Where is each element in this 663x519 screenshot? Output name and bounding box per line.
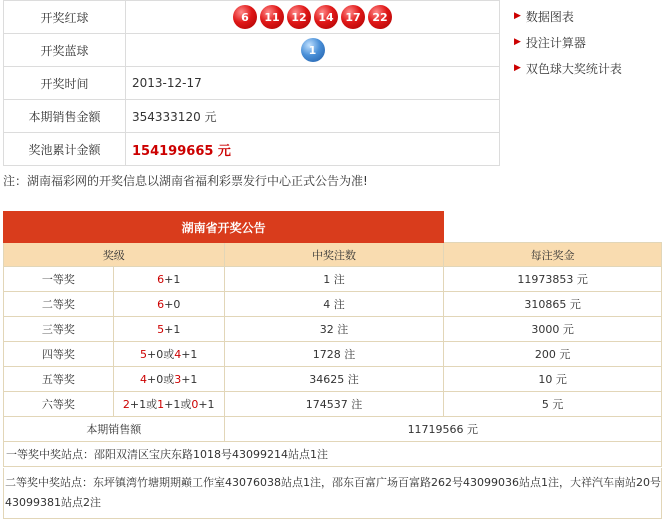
blue-balls	[126, 38, 499, 62]
condition-part: 2	[122, 398, 130, 411]
prize-level: 三等奖	[4, 317, 114, 342]
prize-row	[4, 367, 662, 392]
condition-part: +1	[181, 373, 198, 386]
win-count: 34625 注	[224, 367, 444, 392]
red-ball: 17	[341, 5, 365, 29]
red-ball: 22	[368, 5, 392, 29]
draw-info-table	[3, 0, 500, 166]
jackpot-value: 154199665 元	[132, 143, 231, 159]
link-label: 双色球大奖统计表	[525, 61, 622, 76]
blue-ball: 1	[301, 38, 325, 62]
prize-row	[4, 392, 662, 417]
prize-level: 六等奖	[4, 392, 114, 417]
draw-date-value: 2013-12-17	[126, 67, 500, 100]
prize-amount: 11973853 元	[444, 267, 662, 292]
condition-part: +0	[164, 297, 181, 311]
win-count: 32 注	[224, 317, 444, 342]
announcement-title: 湖南省开奖公告	[4, 212, 444, 243]
condition-part: 3	[174, 373, 182, 386]
prize-row	[4, 342, 662, 367]
condition-part: +1或	[164, 398, 192, 411]
condition-part: +1	[164, 322, 181, 336]
condition-part: +1或	[129, 398, 158, 411]
prize-amount: 200 元	[444, 342, 662, 367]
win-count: 1 注	[224, 267, 444, 292]
condition-part: 4	[140, 373, 147, 386]
prize-condition	[113, 267, 224, 292]
condition-part: +0或	[147, 373, 175, 386]
red-ball: 14	[314, 5, 338, 29]
link-label: 数据图表	[525, 9, 574, 24]
condition-part: 5	[140, 348, 147, 361]
prize-condition	[113, 392, 224, 417]
sales-amount-value: 354333120 元	[126, 100, 500, 133]
prize-amount: 3000 元	[444, 317, 662, 342]
prize-amount: 10 元	[444, 367, 662, 392]
condition-part: +1	[164, 272, 181, 286]
disclaimer-note: 注：湖南福彩网的开奖信息以湖南省福利彩票发行中心正式公告为准!	[3, 174, 368, 188]
second-prize-sites: 二等奖中奖站点：东坪镇湾竹塘期期巅工作室43076038站点1注，邵东百富广场百富路262号43099036站点1注，大祥汽车南站20号43099381站点2注	[3, 468, 662, 519]
prize-row	[4, 317, 662, 342]
jackpot-label: 奖池累计金额	[4, 133, 126, 166]
condition-part: +1	[181, 348, 198, 361]
jackpot-cell	[126, 133, 500, 166]
header-prize-amount: 每注奖金	[444, 243, 662, 267]
link-jackpot-stats[interactable]	[514, 55, 622, 81]
sales-amount-label: 本期销售金额	[4, 100, 126, 133]
draw-date-label: 开奖时间	[4, 67, 126, 100]
period-sales-value: 11719566 元	[224, 417, 661, 442]
red-balls-label: 开奖红球	[4, 1, 126, 34]
prize-level: 二等奖	[4, 292, 114, 317]
prize-rows	[4, 267, 662, 417]
prize-condition	[113, 367, 224, 392]
prize-row	[4, 267, 662, 292]
prize-level: 四等奖	[4, 342, 114, 367]
prize-amount: 5 元	[444, 392, 662, 417]
prize-condition	[113, 317, 224, 342]
condition-part: 5	[157, 322, 165, 336]
link-label: 投注计算器	[525, 35, 586, 50]
win-count: 174537 注	[224, 392, 444, 417]
red-ball: 12	[287, 5, 311, 29]
condition-part: +1	[198, 398, 215, 411]
prize-amount: 310865 元	[444, 292, 662, 317]
period-sales-label: 本期销售额	[4, 417, 225, 442]
condition-part: 4	[174, 348, 182, 361]
blue-balls-label: 开奖蓝球	[4, 34, 126, 67]
condition-part: 6	[157, 297, 165, 311]
condition-part: 1	[157, 398, 165, 411]
first-prize-sites: 一等奖中奖站点：邵阳双清区宝庆东路1018号43099214站点1注	[4, 442, 662, 467]
prize-level: 一等奖	[4, 267, 114, 292]
triangle-right-icon: ▶	[514, 63, 521, 73]
header-win-count: 中奖注数	[224, 243, 444, 267]
blue-balls-cell	[126, 34, 500, 67]
win-count: 4 注	[224, 292, 444, 317]
condition-part: +0或	[147, 348, 175, 361]
win-count: 1728 注	[224, 342, 444, 367]
header-prize-level: 奖级	[4, 243, 225, 267]
condition-part: 0	[191, 398, 199, 411]
red-ball: 6	[233, 5, 257, 29]
side-links	[514, 3, 622, 81]
prize-level: 五等奖	[4, 367, 114, 392]
prize-condition	[113, 292, 224, 317]
red-balls-cell	[126, 1, 500, 34]
prize-condition	[113, 342, 224, 367]
triangle-right-icon: ▶	[514, 37, 521, 47]
announcement-table	[3, 211, 662, 467]
triangle-right-icon: ▶	[514, 11, 521, 21]
red-ball: 11	[260, 5, 284, 29]
prize-row	[4, 292, 662, 317]
link-bet-calculator[interactable]	[514, 29, 622, 55]
red-balls	[126, 5, 499, 29]
condition-part: 6	[157, 272, 165, 286]
link-data-chart[interactable]	[514, 3, 622, 29]
